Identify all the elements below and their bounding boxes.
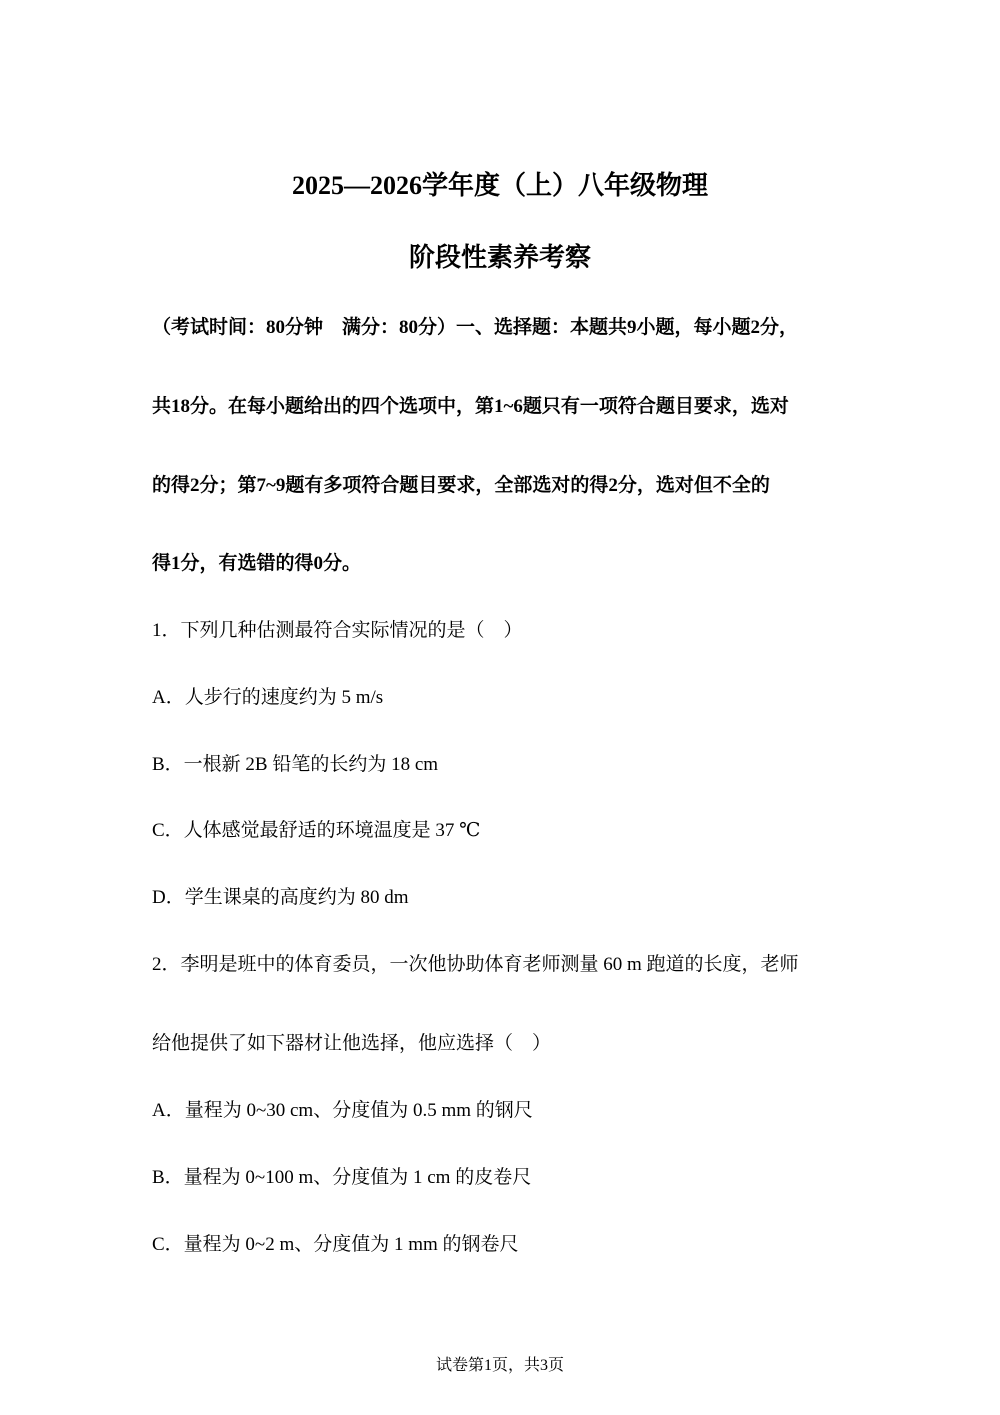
exam-title: 2025—2026学年度（上）八年级物理 xyxy=(291,171,708,200)
option-c: C．量程为 0~2 m、分度值为 1 mm 的钢卷尺 xyxy=(152,1234,519,1255)
option-b: B．一根新 2B 铅笔的长约为 18 cm xyxy=(152,754,439,775)
option-d: D．学生课桌的高度约为 80 dm xyxy=(152,887,409,908)
instructions-line: 的得2分；第7~9题有多项符合题目要求，全部选对的得2分，选对但不全的 xyxy=(152,475,770,496)
exam-subtitle: 阶段性素养考察 xyxy=(408,243,591,272)
question-stem: 2．李明是班中的体育委员，一次他协助体育老师测量 60 m 跑道的长度，老师 xyxy=(152,954,799,975)
question-stem: 1．下列几种估测最符合实际情况的是（ ） xyxy=(152,620,523,641)
instructions-line: （考试时间：80分钟 满分：80分）一、选择题：本题共9小题，每小题2分， xyxy=(152,317,799,338)
instructions-line: 共18分。在每小题给出的四个选项中，第1~6题只有一项符合题目要求，选对 xyxy=(152,396,789,417)
option-a: A．人步行的速度约为 5 m/s xyxy=(152,687,384,708)
instructions-line: 得1分，有选错的得0分。 xyxy=(152,553,362,574)
option-c: C．人体感觉最舒适的环境温度是 37 ℃ xyxy=(152,820,481,841)
page-footer: 试卷第1页，共3页 xyxy=(435,1357,564,1374)
option-a: A．量程为 0~30 cm、分度值为 0.5 mm 的钢尺 xyxy=(152,1100,533,1121)
option-b: B．量程为 0~100 m、分度值为 1 cm 的皮卷尺 xyxy=(152,1167,532,1188)
question-stem: 给他提供了如下器材让他选择，他应选择（ ） xyxy=(152,1033,552,1054)
